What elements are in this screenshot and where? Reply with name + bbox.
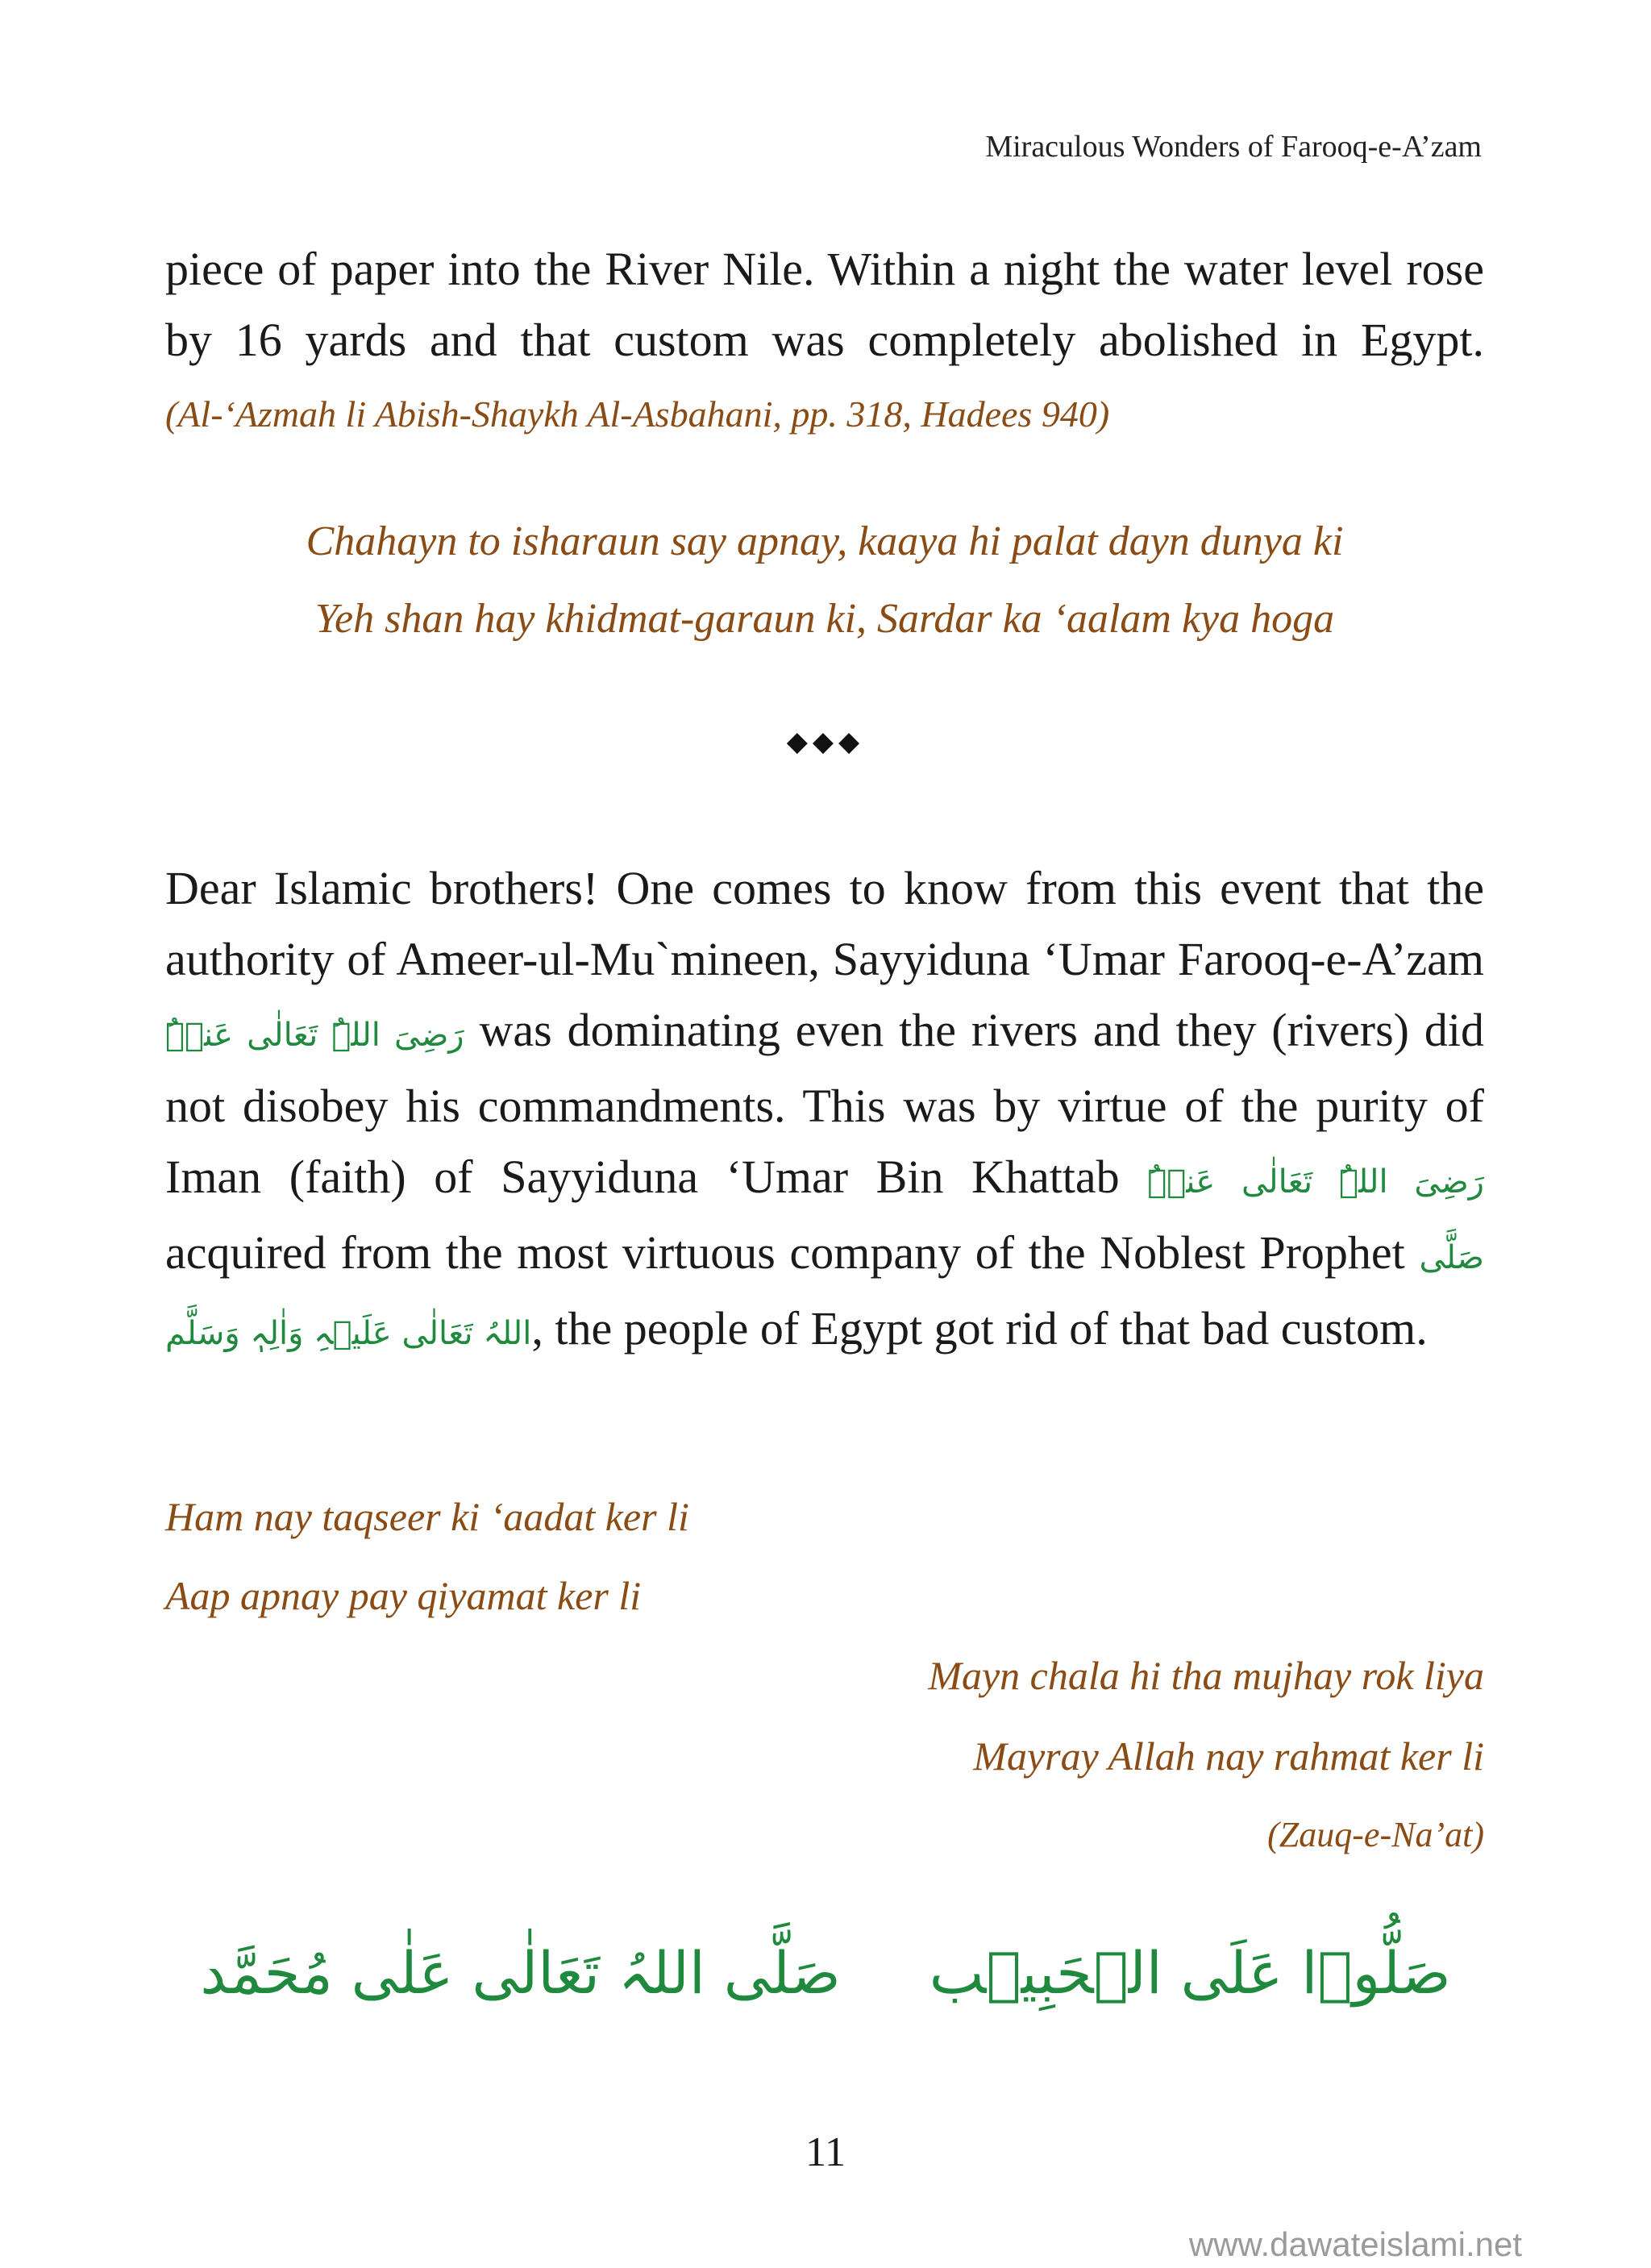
paragraph-2-text-4: , the people of Egypt got rid of that bad custom. — [531, 1302, 1428, 1355]
paragraph-1-text: piece of paper into the River Nile. Within a night the water level rose by 16 yards and that custom was completely abolished in Egypt. — [165, 243, 1484, 366]
paragraph-2-text-1: Dear Islamic brothers! One comes to know from this event that the authority of Ameer-ul-Mu`mineen, Sayyiduna ‘Umar Farooq-e-A’zam — [165, 862, 1484, 985]
running-title: Miraculous Wonders of Farooq-e-A’zam — [985, 130, 1482, 164]
salawat-left: صَلَّی اللہُ تَعَالٰی عَلٰی مُحَمَّد — [200, 1939, 841, 2007]
paragraph-2 — [165, 853, 1484, 1369]
section-separator: ◆◆◆ — [786, 727, 865, 757]
verse-1-line-2: Yeh shan hay khidmat-garaun ki, Sardar ka ‘aalam kya hoga — [314, 596, 1335, 642]
verse-2-line-1: Ham nay taqseer ki ‘aadat ker li — [165, 1494, 689, 1539]
verse-2-line-4: Mayray Allah nay rahmat ker li — [973, 1733, 1484, 1779]
paragraph-2-text-2: was dominating even the rivers and they (rivers) did not disobey his commandments. This was by virtue of the purity of Iman (faith) of Sayyiduna ‘Umar Bin Khattab — [165, 1004, 1485, 1203]
verse-source: (Zauq-e-Na’at) — [1267, 1815, 1484, 1854]
citation: (Al-‘Azmah li Abish-Shaykh Al-Asbahani, pp. 318, Hadees 940) — [165, 393, 1110, 435]
verse-2-line-2: Aap apnay pay qiyamat ker li — [165, 1573, 642, 1618]
salawat-right: صَلُّوۡا عَلَی الۡحَبِیۡب — [929, 1939, 1451, 2007]
verse-1-line-1: Chahayn to isharaun say apnay, kaaya hi palat dayn dunya ki — [306, 518, 1344, 564]
paragraph-2-text-3: acquired from the most virtuous company of the Noblest Prophet — [165, 1226, 1405, 1279]
verse-2-line-3: Mayn chala hi tha mujhay rok liya — [928, 1653, 1484, 1698]
page-number: 11 — [805, 2129, 846, 2175]
honorific-sallallahu-alayhi-wasallam: صَلَّی اللہُ تَعَالٰی عَلَیۡہِ وَاٰلِہٖ وَسَلَّم — [165, 1239, 1484, 1352]
paragraph-1 — [165, 234, 1484, 450]
honorific-radiyallahu-anhu-2: رَضِیَ اللہُ تَعَالٰی عَنۡہُ — [1147, 1163, 1485, 1201]
website-watermark: www.dawateislami.net — [1188, 2225, 1522, 2263]
salawat-line — [0, 1939, 1651, 2007]
honorific-radiyallahu-anhu: رَضِیَ اللہُ تَعَالٰی عَنۡہُ — [165, 1017, 464, 1054]
